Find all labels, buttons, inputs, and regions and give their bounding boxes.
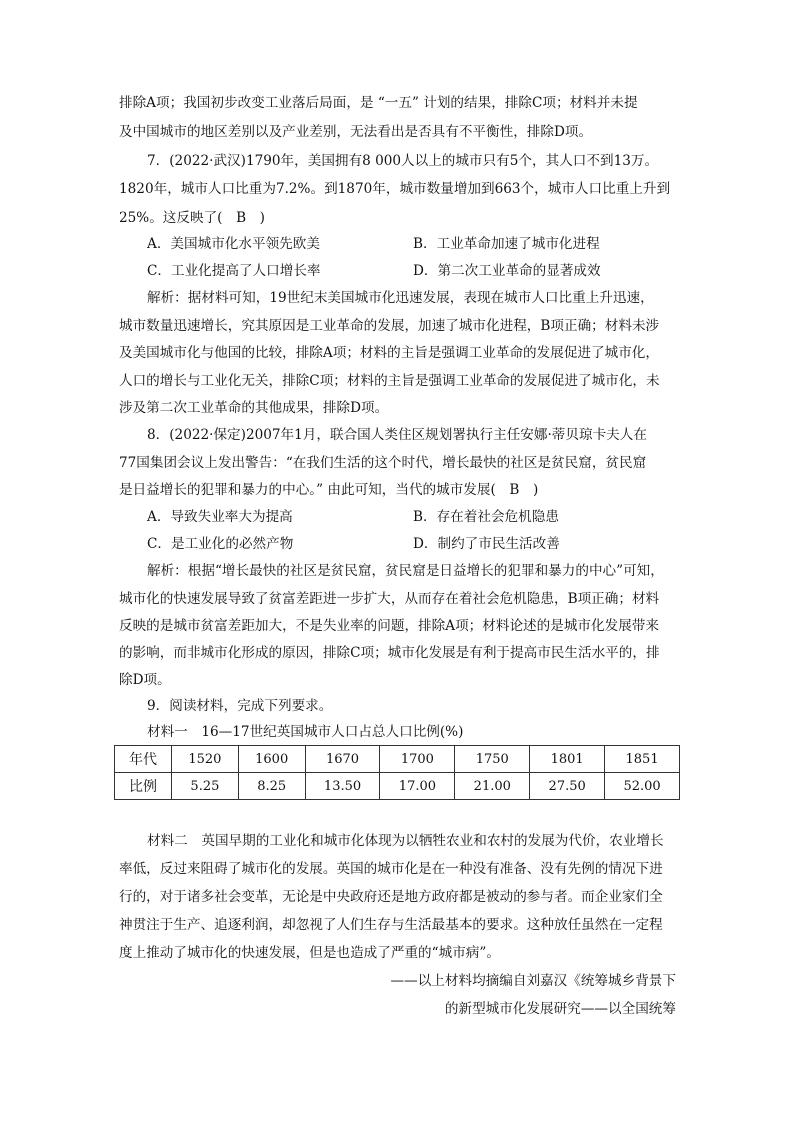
source-line-2: 的新型城市化发展研究——以全国统筹	[444, 1001, 676, 1017]
prev-explanation-line-2: 及中国城市的地区差别以及产业差别，无法看出是否具有不平衡性，排除D项。	[119, 124, 593, 140]
q8-stem-line-2: 77国集团会议上发出警告：“在我们生活的这个时代，增长最快的社区是贫民窟，贫民窟	[119, 455, 647, 471]
q8-explanation-line-1: 解析：根据“增长最快的社区是贫民窟，贫民窟是日益增长的犯罪和暴力的中心”可知，	[147, 563, 664, 579]
q7-option-b: B．工业革命加速了城市化进程	[413, 236, 600, 252]
q8-explanation-line-5: 除D项。	[119, 672, 171, 688]
material-2-line-4: 神贯注于生产、追逐利润，却忽视了人们生存与生活最基本的要求。这种放任虽然在一定程	[119, 917, 663, 933]
table-row	[115, 746, 680, 773]
q7-option-c: C．工业化提高了人口增长率	[147, 263, 321, 279]
q7-option-d: D．第二次工业革命的显著成效	[413, 263, 601, 279]
material-2-line-2: 率低，反过来阻碍了城市化的发展。英国的城市化是在一种没有准备、没有先例的情况下进	[119, 861, 663, 877]
table-cell: 21.00	[455, 773, 530, 800]
q7-option-a: A．美国城市化水平领先欧美	[147, 236, 320, 252]
table-cell: 13.50	[305, 773, 380, 800]
table-cell: 1801	[530, 746, 605, 773]
q8-explanation-line-3: 反映的是城市贫富差距加大，不是失业率的问题，排除A项；材料论述的是城市化发展带来	[119, 618, 659, 634]
table-cell: 1700	[380, 746, 455, 773]
q7-stem-line-3: 25%。这反映了( B )	[119, 210, 265, 226]
table-row	[115, 773, 680, 800]
table-cell: 1750	[455, 746, 530, 773]
table-cell: 5.25	[172, 773, 239, 800]
table-cell: 27.50	[530, 773, 605, 800]
q8-explanation-line-2: 城市化的快速发展导致了贫富差距进一步扩大，从而存在着社会危机隐患，B项正确；材料	[119, 591, 660, 607]
table-cell: 52.00	[605, 773, 680, 800]
table-cell: 17.00	[380, 773, 455, 800]
q7-stem-line-1: 7．(2022·武汉)1790年，美国拥有8 000人以上的城市只有5个，其人口不到13万。	[147, 153, 659, 169]
q8-option-b: B．存在着社会危机隐患	[413, 509, 559, 525]
material-2-line-3: 行的，对于诸多社会变革，无论是中央政府还是地方政府都是被动的参与者。而企业家们全	[119, 889, 663, 905]
table-header-year: 年代	[115, 746, 172, 773]
q8-option-d: D．制约了市民生活改善	[413, 536, 560, 552]
q7-explanation-line-2: 城市数量迅速增长，究其原因是工业革命的发展，加速了城市化进程，B项正确；材料未涉	[119, 318, 660, 334]
q8-option-c: C．是工业化的必然产物	[147, 536, 294, 552]
q8-stem-line-1: 8．(2022·保定)2007年1月，联合国人类住区规划署执行主任安娜·蒂贝琼卡夫人在	[147, 427, 647, 443]
material-2-line-5: 度上推动了城市化的快速发展，但是也造成了严重的“城市病”。	[119, 945, 500, 961]
q8-stem-line-3: 是日益增长的犯罪和暴力的中心。” 由此可知，当代的城市发展( B )	[119, 482, 539, 498]
prev-explanation-line-1: 排除A项；我国初步改变工业落后局面，是 “一五” 计划的结果，排除C项；材料并未提	[119, 95, 638, 111]
q8-explanation-line-4: 的影响，而非城市化形成的原因，排除C项；城市化发展是有利于提高市民生活水平的，排	[119, 645, 660, 661]
table-cell: 8.25	[238, 773, 305, 800]
table-cell: 1520	[172, 746, 239, 773]
q7-stem-line-2: 1820年，城市人口比重为7.2%。到1870年，城市数量增加到663个，城市人口比重上升到	[119, 181, 671, 197]
q7-explanation-line-1: 解析：据材料可知，19世纪末美国城市化迅速发展，表现在城市人口比重上升迅速，	[147, 290, 654, 306]
table-header-ratio: 比例	[115, 773, 172, 800]
population-table	[114, 745, 680, 800]
material-1-title: 材料一 16—17世纪英国城市人口占总人口比例(%)	[147, 724, 464, 740]
q8-option-a: A．导致失业率大为提高	[147, 509, 293, 525]
q7-explanation-line-4: 人口的增长与工业化无关，排除C项；材料的主旨是强调工业革命的发展促进了城市化，未	[119, 373, 660, 389]
q9-stem: 9．阅读材料，完成下列要求。	[147, 698, 333, 714]
table-cell: 1851	[605, 746, 680, 773]
table-cell: 1670	[305, 746, 380, 773]
q7-explanation-line-3: 及美国城市化与他国的比较，排除A项；材料的主旨是强调工业革命的发展促进了城市化，	[119, 345, 659, 361]
source-line-1: ——以上材料均摘编自刘嘉汉《统筹城乡背景下	[390, 973, 676, 989]
q7-explanation-line-5: 涉及第二次工业革命的其他成果，排除D项。	[119, 400, 389, 416]
material-2-line-1: 材料二 英国早期的工业化和城市化体现为以牺牲农业和农村的发展为代价，农业增长	[147, 833, 664, 849]
table-cell: 1600	[238, 746, 305, 773]
